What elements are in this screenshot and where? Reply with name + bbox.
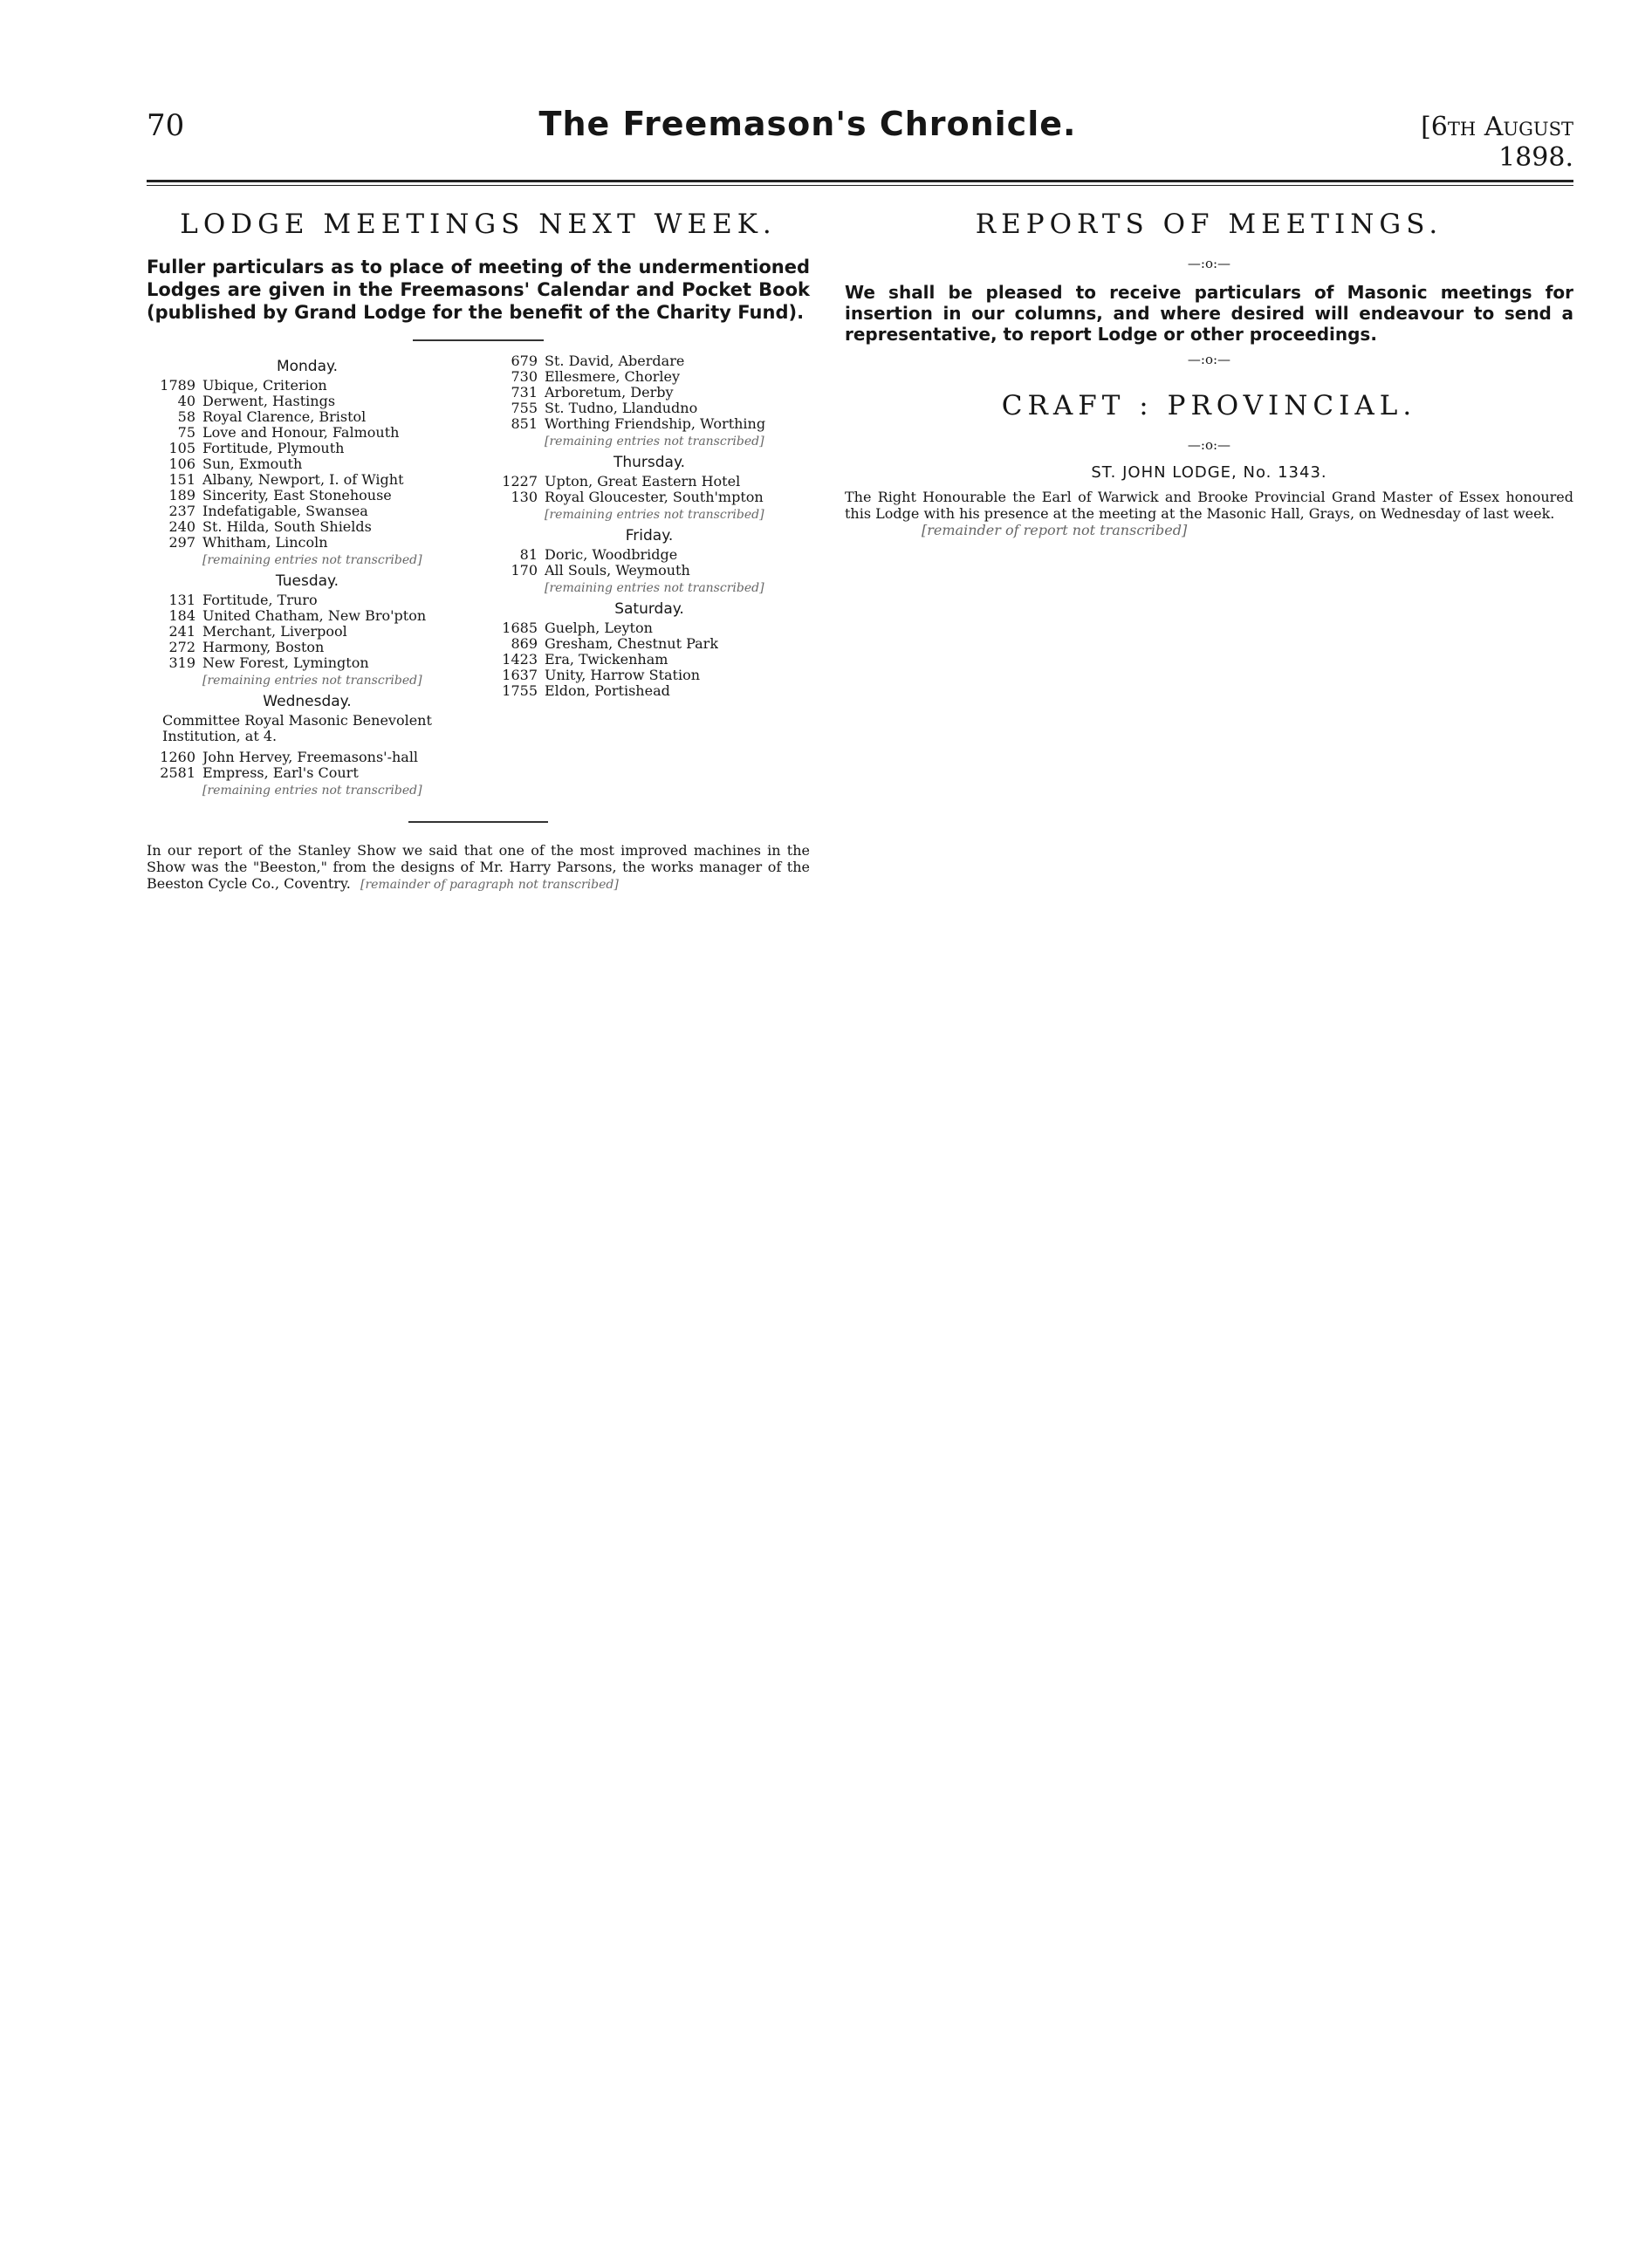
stanley-note-untranscribed: [remainder of paragraph not transcribed] [360,878,619,892]
lodge-name: Ubique, Criterion [202,378,327,394]
lodge-number: 272 [168,640,195,655]
lodge-name: United Chatham, New Bro'pton [202,608,427,624]
lodge-entry [147,456,468,472]
divider: —:o:— [1187,256,1231,271]
lodge-number: 241 [168,624,195,640]
lodge-number: 105 [168,441,195,456]
report-untranscribed: [remainder of report not transcribed] [922,522,1188,538]
lodge-entry [489,353,810,369]
lodge-name: Eldon, Portishead [545,683,670,699]
st-john-lodge-heading: ST. JOHN LODGE, No. 1343. [1091,463,1327,482]
lodge-name: Arboretum, Derby [545,385,674,401]
divider: —:o:— [1187,352,1231,367]
lodge-name: Upton, Great Eastern Hotel [545,474,741,490]
lodge-entry [489,652,810,668]
lodge-list-col-1 [147,353,468,804]
lodge-entry [489,490,810,505]
lodge-entry [489,416,810,432]
lodge-number: 731 [511,385,538,401]
reports-heading: REPORTS OF MEETINGS. [975,209,1443,240]
day-heading-saturday: Saturday. [614,600,684,618]
lodge-number: 1755 [502,683,538,699]
lodge-name: All Souls, Weymouth [545,563,690,579]
stanley-show-note [147,842,810,894]
lodge-number: 58 [177,409,195,425]
lodge-number: 184 [168,608,195,624]
lodge-name: Harmony, Boston [202,640,325,655]
lodge-number: 40 [177,394,195,409]
lodge-entry [147,765,468,781]
lodge-name: St. Hilda, South Shields [202,519,372,535]
lodge-number: 851 [511,416,538,432]
lodge-name: Fortitude, Plymouth [202,441,345,456]
day-heading-monday: Monday. [276,358,339,375]
lodge-number: 755 [511,401,538,416]
lodge-name: Albany, Newport, I. of Wight [202,472,404,488]
lodge-entry [147,592,468,608]
lodge-entry [147,441,468,456]
lodge-number: 1685 [502,620,538,636]
st-john-lodge-report [845,489,1573,538]
lodge-entry [489,474,810,490]
lodge-entry [489,401,810,416]
section-rule [408,821,548,823]
lodge-name: St. David, Aberdare [545,353,685,369]
lodge-number: 1637 [502,668,538,683]
lodge-name: Sun, Exmouth [202,456,303,472]
lodge-entry [147,409,468,425]
lodge-name: Gresham, Chestnut Park [545,636,719,652]
lodge-entry [147,394,468,409]
masthead-rule [147,180,1573,186]
lodge-name: Unity, Harrow Station [545,668,701,683]
lodge-number: 170 [511,563,538,579]
day-heading-tuesday: Tuesday. [275,572,339,590]
lodge-number: 1260 [160,750,195,765]
masthead [147,105,1573,173]
lodge-number: 730 [511,369,538,385]
lodge-number: 1423 [502,652,538,668]
lodge-name: Merchant, Liverpool [202,624,347,640]
lodge-entry [489,668,810,683]
lodge-number: 1227 [502,474,538,490]
lodge-number: 2581 [160,765,195,781]
lodge-entry [147,488,468,503]
lodge-number: 869 [511,636,538,652]
lodge-number: 151 [168,472,195,488]
lodge-number: 679 [511,353,538,369]
lodge-name: New Forest, Lymington [202,655,369,671]
lodge-entry [147,425,468,441]
lodge-name: Royal Clarence, Bristol [202,409,367,425]
lodge-entry [489,683,810,699]
lodge-number: 297 [168,535,195,551]
lodge-entry [147,624,468,640]
lodge-entry [147,655,468,671]
newspaper-title: The Freemason's Chronicle. [538,105,1077,143]
right-column [845,209,1573,894]
lodge-entry [147,519,468,535]
divider: —:o:— [1187,437,1231,453]
lodge-number: 131 [168,592,195,608]
lodge-name: Doric, Woodbridge [545,547,678,563]
not-transcribed-note: [remaining entries not transcribed] [545,435,764,449]
lodge-entry [489,636,810,652]
lodge-number: 75 [177,425,195,441]
lodge-entry [147,378,468,394]
lodge-entry [147,608,468,624]
not-transcribed-note: [remaining entries not transcribed] [202,674,422,688]
report-paragraph: The Right Honourable the Earl of Warwick and Brooke Provincial Grand Master of Essex honoured this Lodge with his presence at the meeting at the Masonic Hall, Grays, on Wednesday of last week. [845,489,1573,522]
saturday-list [489,620,810,699]
lodge-number: 189 [168,488,195,503]
lodge-entry [147,503,468,519]
left-column [147,209,810,894]
lodge-entry [489,547,810,563]
lodge-entry [147,640,468,655]
lodge-name: Era, Twickenham [545,652,668,668]
day-heading-wednesday: Wednesday. [263,693,352,710]
lodge-name: Ellesmere, Chorley [545,369,680,385]
lodge-name: St. Tudno, Llandudno [545,401,698,416]
friday-list [489,547,810,579]
wednesday-list [147,750,468,781]
lodge-meetings-heading: LODGE MEETINGS NEXT WEEK. [180,209,777,240]
issue-date: [6th August 1898. [1421,112,1573,173]
thursday-list [489,474,810,505]
lodge-number: 240 [168,519,195,535]
lodge-name: Whitham, Lincoln [202,535,328,551]
not-transcribed-note: [remaining entries not transcribed] [202,784,422,798]
lodge-number: 106 [168,456,195,472]
craft-provincial-heading: CRAFT : PROVINCIAL. [1001,390,1417,421]
lodge-entry [489,369,810,385]
lodge-name: Love and Honour, Falmouth [202,425,400,441]
lodge-number: 319 [168,655,195,671]
lodge-name: Indefatigable, Swansea [202,503,368,519]
reports-invite: We shall be pleased to receive particulars of Masonic meetings for insertion in our columns, and where desired will endeavour to send a representative, to report Lodge or other proceedings. [845,282,1573,345]
not-transcribed-note: [remaining entries not transcribed] [202,553,422,567]
day-heading-thursday: Thursday. [613,454,686,471]
intro-rule [413,339,544,341]
lodge-meetings-intro: Fuller particulars as to place of meeting of the undermentioned Lodges are given in the Freemasons' Calendar and Pocket Book (published by Grand Lodge for the benefit of the Charity Fund). [147,257,810,323]
lodge-number: 81 [519,547,538,563]
lodge-list-col-2 [489,353,810,804]
lodge-number: 237 [168,503,195,519]
lodge-name: John Hervey, Freemasons'-hall [202,750,419,765]
lodge-name: Derwent, Hastings [202,394,336,409]
lodge-entry [489,385,810,401]
lodge-name: Empress, Earl's Court [202,765,359,781]
not-transcribed-note: [remaining entries not transcribed] [545,508,764,522]
lodge-name: Fortitude, Truro [202,592,318,608]
lodge-entry [147,535,468,551]
page-number: 70 [147,108,185,143]
lodge-number: 130 [511,490,538,505]
tuesday-list [147,592,468,671]
lodge-name: Sincerity, East Stonehouse [202,488,392,503]
lodge-name: Worthing Friendship, Worthing [545,416,766,432]
lodge-name: Guelph, Leyton [545,620,653,636]
day-heading-friday: Friday. [625,527,674,544]
lodge-entry [147,472,468,488]
lodge-entry [489,620,810,636]
lodge-number: 1789 [160,378,195,394]
stanley-note-text: In our report of the Stanley Show we said that one of the most improved machines in the Show was the "Beeston," from the designs of Mr. Harry Parsons, the works manager of the Beeston Cycle Co., Coventry. [147,842,810,892]
not-transcribed-note: [remaining entries not transcribed] [545,581,764,595]
lodge-entry [489,563,810,579]
lodge-name: Royal Gloucester, South'mpton [545,490,764,505]
col2-list [489,353,810,432]
monday-list [147,378,468,551]
lodge-entry [147,750,468,765]
committee-note: Committee Royal Masonic Benevolent Institution, at 4. [162,712,432,744]
